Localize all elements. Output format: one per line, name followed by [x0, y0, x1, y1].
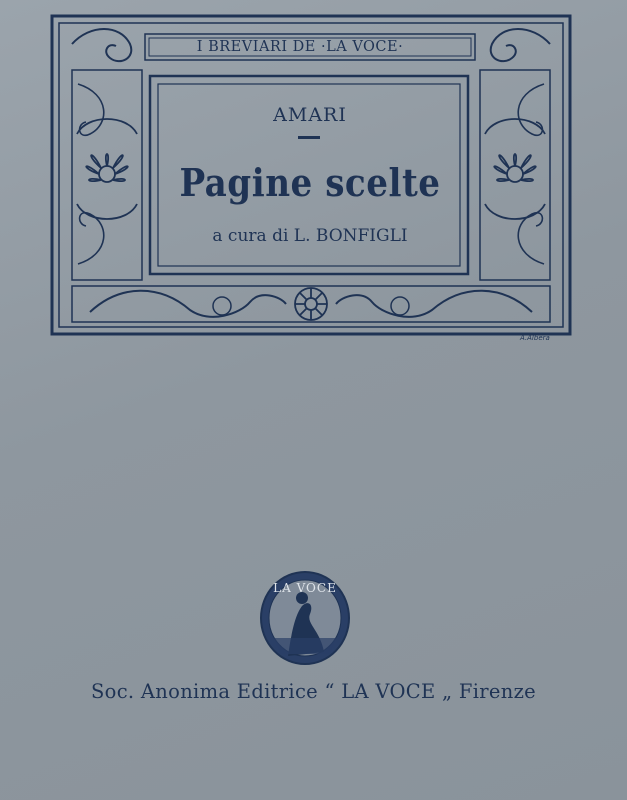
- series-title: I BREVIARI DE ·LA VOCE·: [196, 39, 404, 55]
- editor-line: a cura di L. BONFIGLI: [212, 226, 408, 246]
- publisher-line: Soc. Anonima Editrice “ LA VOCE „ Firenze: [91, 680, 536, 703]
- publisher-logo: [250, 568, 360, 668]
- logo-text: LA VOCE: [273, 581, 337, 595]
- title-divider: [298, 136, 320, 139]
- artist-signature: A.Albera: [520, 334, 550, 342]
- author-name: AMARI: [273, 104, 347, 126]
- book-title: Pagine scelte: [179, 160, 441, 205]
